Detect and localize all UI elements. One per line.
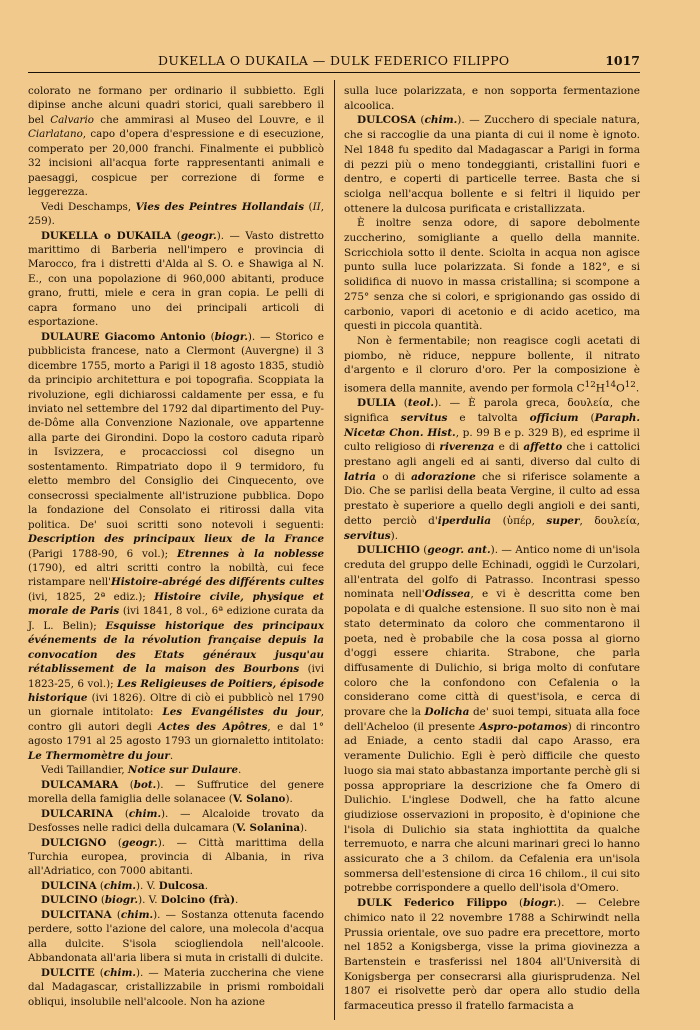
headword: DUKELLA o DUKAILA (41, 229, 172, 242)
entry-dulia: DULIA (teol.). — È parola greca, δουλεία, che significa servitus e talvolta officium (Paraph. Nicetæ Chon. Hist., p. 99 B e p. 329 B), ed esprime il culto religioso di riverenza e di affetto che i cattolici prestano agli angeli ed ai santi, diverso dal culto di latria o di adorazione che si riferisce solamente a Dio. Che se parlisi della beata Vergine, il culto ad essa prestato è superiore a quello degli angioli e dei santi, detto perciò d'iperdulia (ὑπέρ, super, δουλεία, servitus). (344, 397, 641, 542)
headword: DULCITE (41, 966, 95, 979)
headword: DULCITANA (41, 908, 112, 921)
headword: DULCIGNO (41, 836, 107, 849)
entry-dulcosa: DULCOSA (chim.). — Zucchero di speciale natura, che si raccoglie da una pianta di cui il nome è ignoto. Nel 1848 fu spedito dal Madagascar a Parigi in forma di pezzi più o meno tondeggianti, cristallini fuori e dentro, e coperti di particelle terree. Basta che si sciolga nell'acqua bollente e si feltri il liquido per ottenere la dulcosa purificata e cristallizzata. (344, 114, 640, 215)
paragraph: È inoltre senza odore, di sapore debolmente zuccherino, somigliante a quello della mannite. Scricchiola sotto il dente. Sciolta in acqua non agisce punto sulla luce polarizzata. Si fonde a 182°, e si solidifica di nuovo in massa cristallina; si scompone a 275° senza che si colori, e sprigionando gas ossido di carbonio, vapori di acetonio e di acido acetico, ma questi in piccola quantità. (344, 217, 640, 333)
entry-continuation: sulla luce polarizzata, e non sopporta fermentazione alcoolica. (344, 85, 640, 112)
entry-dulcina: DULCINA (chim.). V. Dulcosa. (41, 879, 208, 892)
left-column (28, 84, 324, 1009)
entry-dulcarina: DULCARINA (chim.). — Alcaloide trovato da Desfosses nelle radici della dulcamara (V. Solanina). (28, 807, 324, 835)
headword: DULICHIO (357, 544, 420, 557)
paragraph: Non è fermentabile; non reagisce cogli acetati di piombo, nè riduce, neppure bollente, il nitrato d'argento e il cloruro d'oro. Per la composizione è isomera della mannite, avendo per formola $C^{12}H^{14}O^{12}$. (344, 334, 640, 395)
headword: DULIA (357, 397, 396, 410)
running-head: DUKELLA O DUKAILA — DULK FEDERICO FILIPPO (158, 53, 510, 68)
entry-dulcite: DULCITE (chim.). — Materia zuccherina che viene dal Madagascar, cristallizzabile in prismi romboidali obliqui, insolubile nell'alcoole. Non ha azione (28, 966, 324, 1008)
headword: DULCINO (41, 894, 98, 907)
reference-note: Vedi Deschamps, Vies des Peintres Hollandais (II, 259). (28, 200, 324, 228)
column-divider (334, 80, 335, 1020)
page-number: 1017 (605, 53, 640, 68)
entry-dulcamara: DULCAMARA (bot.). — Suffrutice del genere morella della famiglia delle solanacee (V. Solano). (28, 778, 324, 806)
entry-dulcigno: DULCIGNO (geogr.). — Città marittima della Turchia europea, provincia di Albania, in riva all'Adriatico, con 7000 abitanti. (28, 836, 324, 878)
entry-dulcino: DULCINO (biogr.). V. Dolcino (frà). (41, 894, 239, 907)
headword: DULCOSA (357, 114, 416, 127)
right-column (344, 84, 640, 1014)
entry-dulaure: DULAURE Giacomo Antonio (biogr.). — Storico e pubblicista francese, nato a Clermont (Auvergne) il 3 dicembre 1755, morto a Parigi il 18 agosto 1835, studiò da principio architettura e poi topografia. Scoppiata la rivoluzione, egli dichiarossi caldamente per essa, e fu inviato nel settembre del 1792 dal dipartimento del Puy-de-Dôme alla Convenzione Nazionale, ove appartenne alla parte dei Girondini. Dopo la costoro caduta riparò in Isvizzera, e procacciossi col disegno un sostentamento. Rimpatriato dopo il 9 termidoro, fu eletto membro del Consiglio dei Cinquecento, ove consecrossi specialmente all'istruzione pubblica. Dopo la fondazione del Consolato ei ritirossi dalla vita politica. De' suoi scritti sono notevoli i seguenti: Description des principaux lieux de la France (Parigi 1788-90, 6 vol.); Etrennes à la noblesse (1790), ed altri scritti contro la nobiltà, cui fece ristampare nell'Histoire-abrégé des différents cultes (ivi, 1825, 2ª ediz.); Histoire civile, physique et morale de Paris (ivi 1841, 8 vol., 6ª edizione curata da J. L. Belin); Esquisse historique des principaux événements de la révolution française depuis la convocation des Etats généraux jusqu'au rétablissement de la maison des Bourbons (ivi 1823-25, 6 vol.); Les Religieuses de Poitiers, épisode historique (ivi 1826). Oltre di ciò ei pubblicò nel 1790 un giornale intitolato: Les Evangélistes du jour, contro gli autori degli Actes des Apôtres, e dal 1° agosto 1791 al 25 agosto 1793 un giornaletto intitolato: Le Thermomètre du jour. (28, 330, 325, 762)
reference-note: Vedi Taillandier, Notice sur Dulaure. (41, 764, 242, 777)
entry-dulk: DULK Federico Filippo (biogr.). — Celebre chimico nato il 22 novembre 1788 a Schirwindt nella Prussia orientale, ove suo padre era precettore, morto nel 1852 a Konigsberga, visse la prima giovinezza a Bartenstein e trasferissi nel 1804 all'Università di Konigsberga per consecrarsi alla giurisprudenza. Nel 1807 ei risolvette però dar opera allo studio della farmaceutica presso il fratello farmacista a (344, 897, 640, 1013)
entry-dukella: DUKELLA o DUKAILA (geogr.). — Vasto distretto marittimo di Barberia nell'impero e provincia di Marocco, fra i distretti d'Alda al S. O. e Shawiga al N. E., con una popolazione di 960,000 abitanti, produce grano, frutti, miele e cera in gran copia. Le pelli di capra formano uno dei principali articoli di esportazione. (28, 229, 324, 329)
headword: DULAURE Giacomo Antonio (41, 330, 206, 343)
headword: DULCINA (41, 879, 97, 892)
page-header (28, 50, 640, 73)
headword: DULCARINA (41, 807, 114, 820)
entry-dulichio: DULICHIO (geogr. ant.). — Antico nome di un'isola creduta del gruppo delle Echinadi, oggidì le Curzolari, all'entrata del golfo di Patrasso. Incontrasi spesso nominata nell'Odissea, e vi è descritta come ben popolata e di qualche estensione. Il suo sito non è mai stato determinato da coloro che commentarono il poeta, ned è probabile che la cosa possa al giorno d'oggi essere chiarita. Strabone, che parla diffusamente di Dulichio, si briga molto di confutare coloro che la confondono con Cefalenia o la considerano come città di quest'isola, e cerca di provare che la Dolicha de' suoi tempi, situata alla foce dell'Acheloo (il presente Aspro-potamos) di rincontro ad Eniade, a cento stadii dal capo Arasso, era veramente Dulichio. Egli è però difficile che questo luogo sia mai stato abbastanza importante perchè gli si possa appropriare la descrizione che fa Omero di Dulichio. L'inglese Dodwell, che ha fatto alcune giudiziose osservazioni in proposito, è d'opinione che l'isola di Dulichio sia stata inghiottita da qualche terremuoto, e narra che alcuni marinari greci lo hanno assicurato che a 3 chilom. da Cefalenia era un'isola sommersa dell'estensione di circa 16 chilom., il cui sito potrebbe corrispondere a quello dell'isola d'Omero. (344, 544, 640, 895)
entry-dulcitana: DULCITANA (chim.). — Sostanza ottenuta facendo perdere, sotto l'azione del calore, una molecola d'acqua alla dulcite. S'isola sciogliendola nell'alcoole. Abbandonata all'aria libera si muta in cristalli di dulcite. (28, 908, 324, 965)
headword: DULCAMARA (41, 778, 119, 791)
entry-continuation: colorato ne formano per ordinario il subbietto. Egli dipinse anche alcuni quadri storici, quali sarebbero il bel Calvario che ammirasi al Museo del Louvre, e il Ciarlatano, capo d'opera d'espressione e di esecuzione, comperato per 20,000 franchi. Finalmente ei pubblicò 32 incisioni all'acqua forte rappresentanti animali e paesaggi, cospicue per correzione di forme e leggerezza. (28, 85, 324, 199)
headword: DULK Federico Filippo (357, 897, 508, 910)
